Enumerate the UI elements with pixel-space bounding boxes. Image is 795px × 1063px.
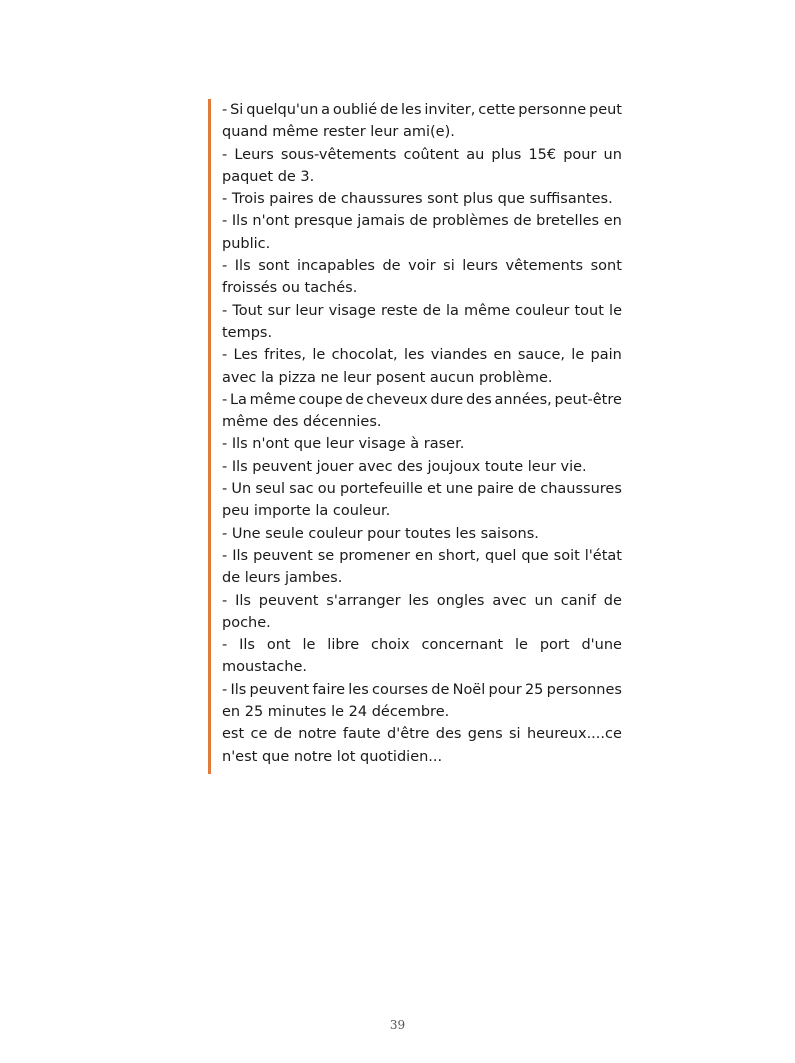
- text-line: public.: [222, 235, 271, 252]
- text-lines: [222, 99, 622, 768]
- text-line: - Ils n'ont presque jamais de problèmes de bretelles en: [222, 213, 622, 230]
- text-line: quand même rester leur ami(e).: [222, 124, 455, 141]
- text-line: en 25 minutes le 24 décembre.: [222, 704, 450, 721]
- text-line: - Ils sont incapables de voir si leurs vêtements sont: [222, 258, 622, 275]
- text-line: - Si quelqu'un a oublié de les inviter, cette personne peut: [222, 102, 622, 118]
- text-line: - Trois paires de chaussures sont plus que suffisantes.: [222, 191, 613, 208]
- text-line: - Tout sur leur visage reste de la même couleur tout le: [222, 302, 622, 319]
- text-line: moustache.: [222, 659, 308, 676]
- text-line: - Ils peuvent se promener en short, quel que soit l'état: [222, 547, 622, 564]
- text-line: est ce de notre faute d'être des gens si heureux....ce: [222, 726, 622, 743]
- text-line: - Une seule couleur pour toutes les saisons.: [222, 525, 539, 542]
- text-line: de leurs jambes.: [222, 570, 343, 587]
- text-line: avec la pizza ne leur posent aucun problème.: [222, 369, 553, 386]
- text-line: même des décennies.: [222, 414, 382, 431]
- text-line: - Ils peuvent jouer avec des joujoux toute leur vie.: [222, 458, 587, 475]
- text-line: - Un seul sac ou portefeuille et une paire de chaussures: [222, 481, 622, 498]
- text-line: - Les frites, le chocolat, les viandes en sauce, le pain: [222, 347, 622, 364]
- text-line: - Ils n'ont que leur visage à raser.: [222, 436, 465, 453]
- quote-block: [208, 99, 622, 774]
- text-line: - La même coupe de cheveux dure des années, peut-être: [222, 391, 622, 408]
- text-line: paquet de 3.: [222, 168, 315, 185]
- text-line: - Leurs sous-vêtements coûtent au plus 15€ pour un: [222, 146, 622, 163]
- text-line: poche.: [222, 614, 271, 631]
- text-line: temps.: [222, 324, 273, 341]
- page-number: 39: [389, 1018, 406, 1032]
- text-line: - Ils ont le libre choix concernant le port d'une: [222, 637, 622, 654]
- text-line: froissés ou tachés.: [222, 280, 358, 297]
- text-line: - Ils peuvent s'arranger les ongles avec un canif de: [222, 592, 622, 609]
- text-line: - Ils peuvent faire les courses de Noël pour 25 personnes: [222, 681, 622, 698]
- text-line: n'est que notre lot quotidien...: [222, 748, 443, 765]
- text-line: peu importe la couleur.: [222, 503, 391, 520]
